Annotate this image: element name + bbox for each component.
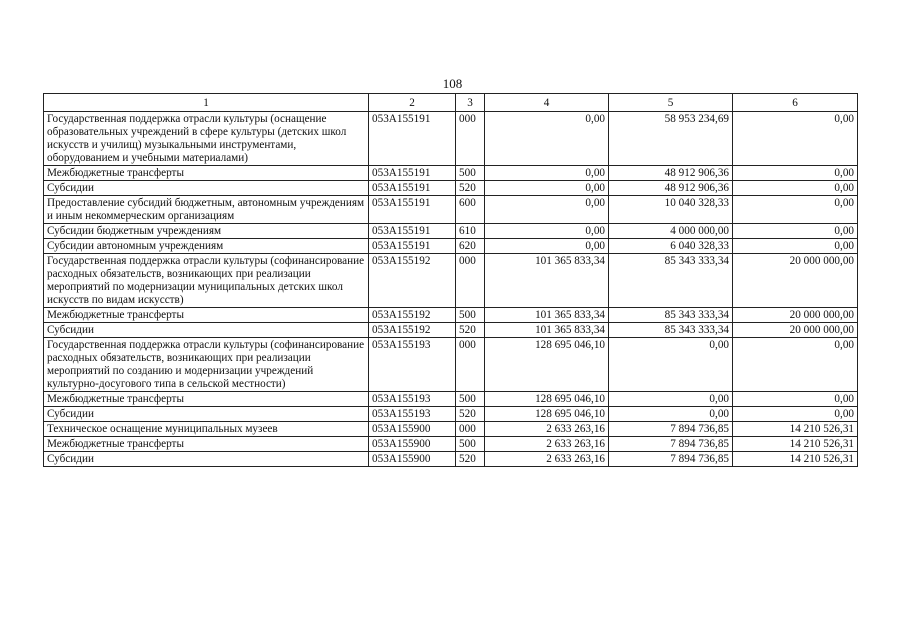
expense-type-cell: 000	[456, 338, 485, 392]
row-name-cell: Межбюджетные трансферты	[44, 437, 369, 452]
table-row	[44, 407, 858, 422]
table-row	[44, 437, 858, 452]
expense-type-cell: 520	[456, 452, 485, 467]
amount-col4-cell: 101 365 833,34	[485, 323, 609, 338]
target-code-cell: 053A155193	[369, 392, 456, 407]
amount-col4-cell: 0,00	[485, 112, 609, 166]
table-row	[44, 181, 858, 196]
expense-type-cell: 610	[456, 224, 485, 239]
table-row	[44, 323, 858, 338]
expense-type-cell: 500	[456, 437, 485, 452]
amount-col4-cell: 128 695 046,10	[485, 338, 609, 392]
amount-col6-cell: 14 210 526,31	[733, 422, 858, 437]
table-row	[44, 239, 858, 254]
amount-col6-cell: 0,00	[733, 196, 858, 224]
amount-col5-cell: 0,00	[609, 338, 733, 392]
target-code-cell: 053A155191	[369, 166, 456, 181]
amount-col5-cell: 48 912 906,36	[609, 166, 733, 181]
amount-col4-cell: 0,00	[485, 196, 609, 224]
target-code-cell: 053A155193	[369, 338, 456, 392]
amount-col4-cell: 2 633 263,16	[485, 437, 609, 452]
table-row	[44, 196, 858, 224]
table-row	[44, 224, 858, 239]
target-code-cell: 053A155192	[369, 323, 456, 338]
amount-col6-cell: 20 000 000,00	[733, 323, 858, 338]
amount-col5-cell: 85 343 333,34	[609, 254, 733, 308]
amount-col5-cell: 0,00	[609, 407, 733, 422]
amount-col4-cell: 101 365 833,34	[485, 308, 609, 323]
target-code-cell: 053A155191	[369, 239, 456, 254]
amount-col4-cell: 101 365 833,34	[485, 254, 609, 308]
row-name-cell: Субсидии	[44, 407, 369, 422]
table-row	[44, 392, 858, 407]
amount-col6-cell: 0,00	[733, 166, 858, 181]
expense-type-cell: 520	[456, 323, 485, 338]
row-name-cell: Межбюджетные трансферты	[44, 308, 369, 323]
amount-col6-cell: 0,00	[733, 338, 858, 392]
table-row	[44, 338, 858, 392]
table-row	[44, 452, 858, 467]
amount-col6-cell: 20 000 000,00	[733, 308, 858, 323]
table-header-row	[44, 94, 858, 112]
amount-col6-cell: 20 000 000,00	[733, 254, 858, 308]
column-header: 3	[456, 94, 485, 112]
amount-col5-cell: 10 040 328,33	[609, 196, 733, 224]
row-name-cell: Техническое оснащение муниципальных музеев	[44, 422, 369, 437]
expense-type-cell: 000	[456, 112, 485, 166]
row-name-cell: Предоставление субсидий бюджетным, автономным учреждениям и иным некоммерческим организациям	[44, 196, 369, 224]
page-number: 108	[442, 76, 463, 91]
row-name-cell: Субсидии бюджетным учреждениям	[44, 224, 369, 239]
row-name-cell: Межбюджетные трансферты	[44, 166, 369, 181]
row-name-cell: Государственная поддержка отрасли культуры (софинансирование расходных обязательств, возникающих при реализации мероприятий по созданию и модернизации учреждений культурно-досугового типа в сельской местности)	[44, 338, 369, 392]
column-header: 4	[485, 94, 609, 112]
target-code-cell: 053A155900	[369, 437, 456, 452]
amount-col5-cell: 58 953 234,69	[609, 112, 733, 166]
target-code-cell: 053A155191	[369, 224, 456, 239]
row-name-cell: Субсидии	[44, 323, 369, 338]
amount-col4-cell: 128 695 046,10	[485, 407, 609, 422]
amount-col4-cell: 2 633 263,16	[485, 422, 609, 437]
table-row	[44, 112, 858, 166]
amount-col6-cell: 0,00	[733, 112, 858, 166]
amount-col5-cell: 7 894 736,85	[609, 422, 733, 437]
target-code-cell: 053A155900	[369, 452, 456, 467]
expense-type-cell: 000	[456, 254, 485, 308]
amount-col4-cell: 0,00	[485, 239, 609, 254]
row-name-cell: Межбюджетные трансферты	[44, 392, 369, 407]
amount-col4-cell: 2 633 263,16	[485, 452, 609, 467]
row-name-cell: Субсидии	[44, 452, 369, 467]
expense-type-cell: 500	[456, 308, 485, 323]
row-name-cell: Государственная поддержка отрасли культуры (оснащение образовательных учреждений в сфере культуры (детских школ искусств и училищ) музыкальными инструментами, оборудованием и учебными материалами)	[44, 112, 369, 166]
amount-col5-cell: 6 040 328,33	[609, 239, 733, 254]
table-row	[44, 308, 858, 323]
target-code-cell: 053A155192	[369, 254, 456, 308]
expense-type-cell: 500	[456, 392, 485, 407]
row-name-cell: Субсидии	[44, 181, 369, 196]
target-code-cell: 053A155191	[369, 112, 456, 166]
amount-col6-cell: 14 210 526,31	[733, 452, 858, 467]
expense-type-cell: 600	[456, 196, 485, 224]
amount-col5-cell: 4 000 000,00	[609, 224, 733, 239]
target-code-cell: 053A155900	[369, 422, 456, 437]
expense-type-cell: 620	[456, 239, 485, 254]
table-body	[44, 112, 858, 467]
table-row	[44, 422, 858, 437]
target-code-cell: 053A155191	[369, 196, 456, 224]
column-header: 2	[369, 94, 456, 112]
expense-type-cell: 500	[456, 166, 485, 181]
target-code-cell: 053A155192	[369, 308, 456, 323]
row-name-cell: Субсидии автономным учреждениям	[44, 239, 369, 254]
expense-type-cell: 520	[456, 181, 485, 196]
amount-col4-cell: 0,00	[485, 224, 609, 239]
target-code-cell: 053A155191	[369, 181, 456, 196]
amount-col6-cell: 0,00	[733, 239, 858, 254]
row-name-cell: Государственная поддержка отрасли культуры (софинансирование расходных обязательств, возникающих при реализации мероприятий по модернизации муниципальных детских школ искусств по видам искусств)	[44, 254, 369, 308]
amount-col5-cell: 7 894 736,85	[609, 437, 733, 452]
column-header: 5	[609, 94, 733, 112]
target-code-cell: 053A155193	[369, 407, 456, 422]
column-header: 6	[733, 94, 858, 112]
expense-type-cell: 000	[456, 422, 485, 437]
amount-col5-cell: 0,00	[609, 392, 733, 407]
amount-col5-cell: 85 343 333,34	[609, 308, 733, 323]
amount-col4-cell: 128 695 046,10	[485, 392, 609, 407]
amount-col4-cell: 0,00	[485, 181, 609, 196]
table-row	[44, 254, 858, 308]
amount-col6-cell: 0,00	[733, 181, 858, 196]
amount-col6-cell: 14 210 526,31	[733, 437, 858, 452]
amount-col6-cell: 0,00	[733, 392, 858, 407]
amount-col6-cell: 0,00	[733, 407, 858, 422]
column-header: 1	[44, 94, 369, 112]
expense-type-cell: 520	[456, 407, 485, 422]
amount-col5-cell: 7 894 736,85	[609, 452, 733, 467]
amount-col6-cell: 0,00	[733, 224, 858, 239]
amount-col5-cell: 48 912 906,36	[609, 181, 733, 196]
budget-table	[43, 93, 858, 467]
amount-col4-cell: 0,00	[485, 166, 609, 181]
table-row	[44, 166, 858, 181]
amount-col5-cell: 85 343 333,34	[609, 323, 733, 338]
